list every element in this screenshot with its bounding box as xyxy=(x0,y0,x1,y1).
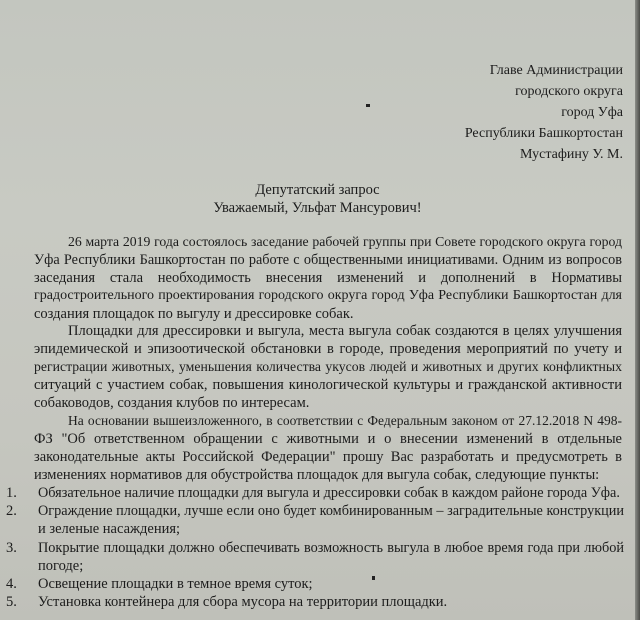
list-item-text: погоде; xyxy=(38,558,84,574)
paragraph-line: регистрации животных, уменьшения количества укусов людей и животных и других конфликтных xyxy=(34,359,622,374)
addressee-line: Мустафину У. М. xyxy=(520,147,623,162)
list-item-text: Освещение площадки в темное время суток; xyxy=(38,576,313,592)
list-item-number: 3. xyxy=(6,540,17,556)
paragraph-line: На основании вышеизложенного, в соответствии с Федеральным законом от 27.12.2018 N 498- xyxy=(68,413,622,428)
document-title: Депутатский запрос xyxy=(255,182,380,198)
paragraph-line: Уфа Республики Башкортостан по работе с общественными инициативами. Одним из вопросов xyxy=(34,252,622,268)
list-item-number: 5. xyxy=(6,594,17,610)
list-item-text: Ограждение площадки, лучше если оно будет комбинированным – заградительные конструкции xyxy=(38,503,624,519)
paragraph-line: заседания стала необходимость внесения изменений и дополнений в Нормативы xyxy=(34,270,622,286)
list-item-text: и зеленые насаждения; xyxy=(38,521,181,537)
paragraph-line: собаководов, создания клубов по интересам. xyxy=(34,395,310,411)
list-item-number: 4. xyxy=(6,576,17,592)
paragraph-line: законодательные акты Российской Федерации" прошу Вас разработать и предусмотреть в xyxy=(34,449,622,465)
list-item-text: Покрытие площадки должно обеспечивать возможность выгула в любое время года при любой xyxy=(38,540,624,556)
paragraph-line: 26 марта 2019 года состоялось заседание рабочей группы при Совете городского округа город xyxy=(68,234,622,249)
list-item-number: 1. xyxy=(6,485,17,501)
salutation: Уважаемый, Ульфат Мансурович! xyxy=(213,200,422,216)
addressee-line: Главе Администрации xyxy=(489,63,623,78)
list-item-text: Установка контейнера для сбора мусора на территории площадки. xyxy=(38,594,448,610)
stray-mark xyxy=(366,104,370,107)
paragraph-line: Площадки для дрессировки и выгула, места выгула собак создаются в целях улучшения xyxy=(68,323,622,339)
list-item-text: Обязательное наличие площадки для выгула и дрессировки собак в каждом районе города Уфа. xyxy=(38,485,620,501)
addressee-block xyxy=(465,60,623,165)
paragraph-line: градостроительного проектирования городского округа город Уфа Республики Башкортостан для xyxy=(34,288,622,303)
addressee-line: Республики Башкортостан xyxy=(464,126,623,141)
paragraph-line: изменениях нормативов для обустройства площадок для выгула собак, следующие пункты: xyxy=(34,467,600,483)
stray-mark xyxy=(372,576,375,580)
paragraph-line: ситуаций с участием собак, повышения кинологической культуры и гражданской активности xyxy=(34,377,622,393)
paragraph-line: ФЗ "Об ответственном обращении с животными и о внесении изменений в отдельные xyxy=(34,431,622,447)
list-item-number: 2. xyxy=(6,503,17,519)
addressee-line: городского округа xyxy=(515,84,623,99)
page-edge-shadow xyxy=(635,0,640,620)
addressee-line: город Уфа xyxy=(561,105,623,120)
paragraph-line: эпидемической и эпизоотической обстановки в городе, проведения мероприятий по учету и xyxy=(34,341,622,357)
paragraph-line: создания площадок по выгулу и дрессировке собак. xyxy=(34,306,354,322)
